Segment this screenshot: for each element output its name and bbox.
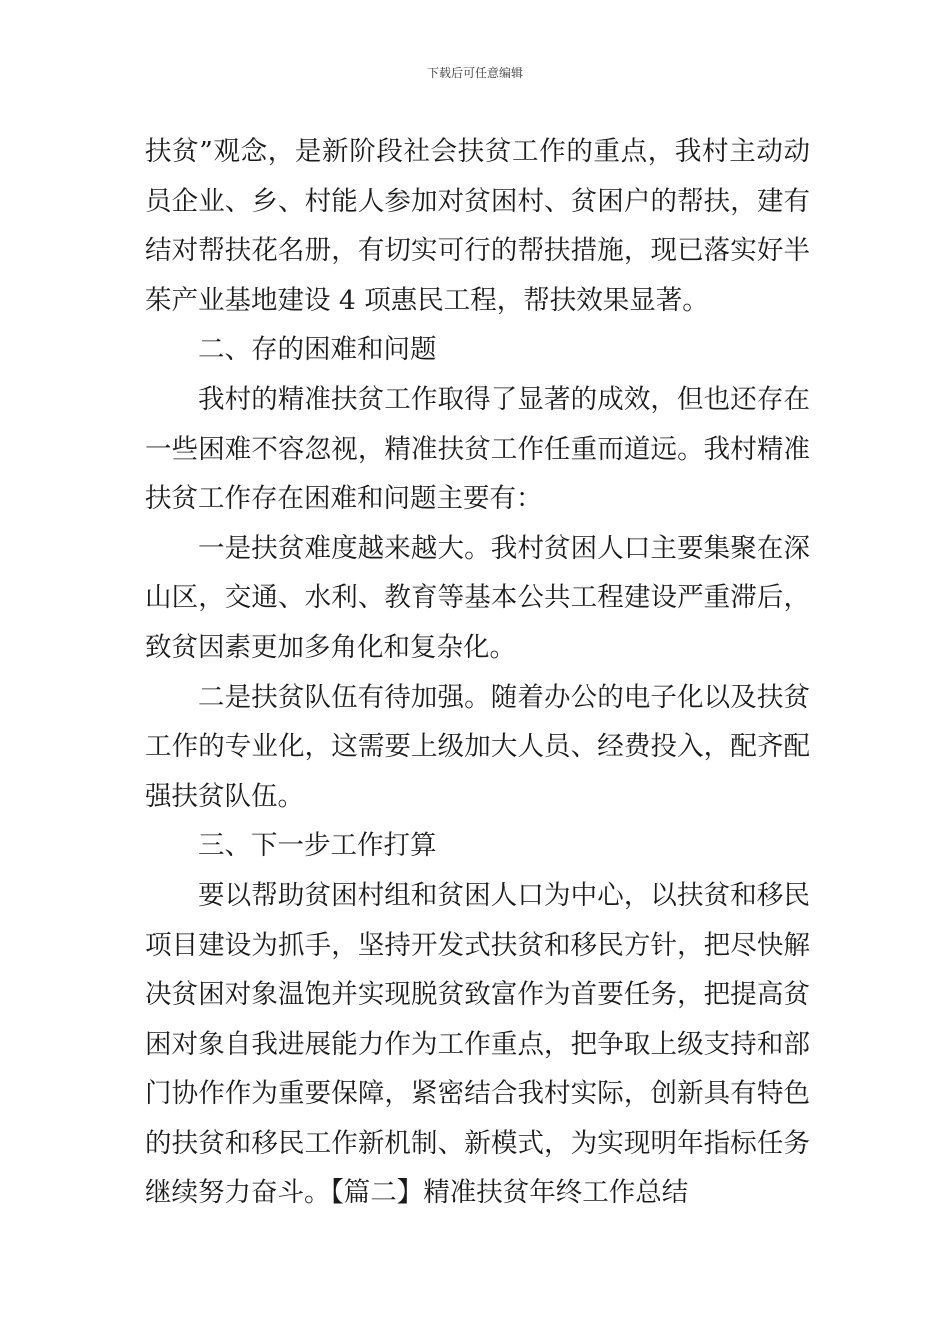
text-line: 继续努力奋斗。【篇二】精准扶贫年终工作总结 (145, 1177, 689, 1209)
text-line: 二是扶贫队伍有待加强。随着办公的电子化以及扶贫 (198, 681, 810, 713)
text-line: 山区，交通、水利、教育等基本公共工程建设严重滞后， (145, 582, 810, 614)
text-line: 一些困难不容忽视，精准扶贫工作任重而道远。我村精准 (145, 433, 810, 465)
text-line: 门协作作为重要保障，紧密结合我村实际，创新具有特色 (145, 1078, 810, 1110)
text-line: 强扶贫队伍。 (145, 780, 304, 812)
text-line: 一是扶贫难度越来越大。我村贫困人口主要集聚在深 (198, 532, 810, 564)
text-line: 我村的精准扶贫工作取得了显著的成效，但也还存在 (198, 383, 810, 415)
text-line: 二、存的困难和问题 (198, 334, 437, 366)
text-line: 致贫因素更加多角化和复杂化。 (145, 631, 516, 663)
text-line: 决贫困对象温饱并实现脱贫致富作为首要任务，把提高贫 (145, 979, 810, 1011)
text-line: 要以帮助贫困村组和贫困人口为中心，以扶贫和移民 (198, 879, 810, 911)
text-line: 员企业、乡、村能人参加对贫困村、贫困户的帮扶，建有 (145, 185, 810, 217)
page-header: 下载后可任意编辑 (426, 66, 523, 80)
text-line: 工作的专业化，这需要上级加大人员、经费投入，配齐配 (145, 731, 810, 763)
text-line: 项目建设为抓手，坚持开发式扶贫和移民方针，把尽快解 (145, 929, 810, 961)
text-line: 扶贫工作存在困难和问题主要有： (145, 483, 543, 515)
text-line: 的扶贫和移民工作新机制、新模式，为实现明年指标任务 (145, 1127, 810, 1159)
text-line: 茱产业基地建设 4 项惠民工程，帮扶效果显著。 (145, 284, 709, 316)
text-line: 困对象自我进展能力作为工作重点，把争取上级支持和部 (145, 1028, 810, 1060)
document-body (145, 127, 810, 1218)
text-line: 结对帮扶花名册，有切实可行的帮扶措施，现已落实好半 (145, 235, 810, 267)
text-line: 扶贫”观念，是新阶段社会扶贫工作的重点，我村主动动 (145, 136, 810, 167)
text-line: 三、下一步工作打算 (198, 830, 437, 862)
